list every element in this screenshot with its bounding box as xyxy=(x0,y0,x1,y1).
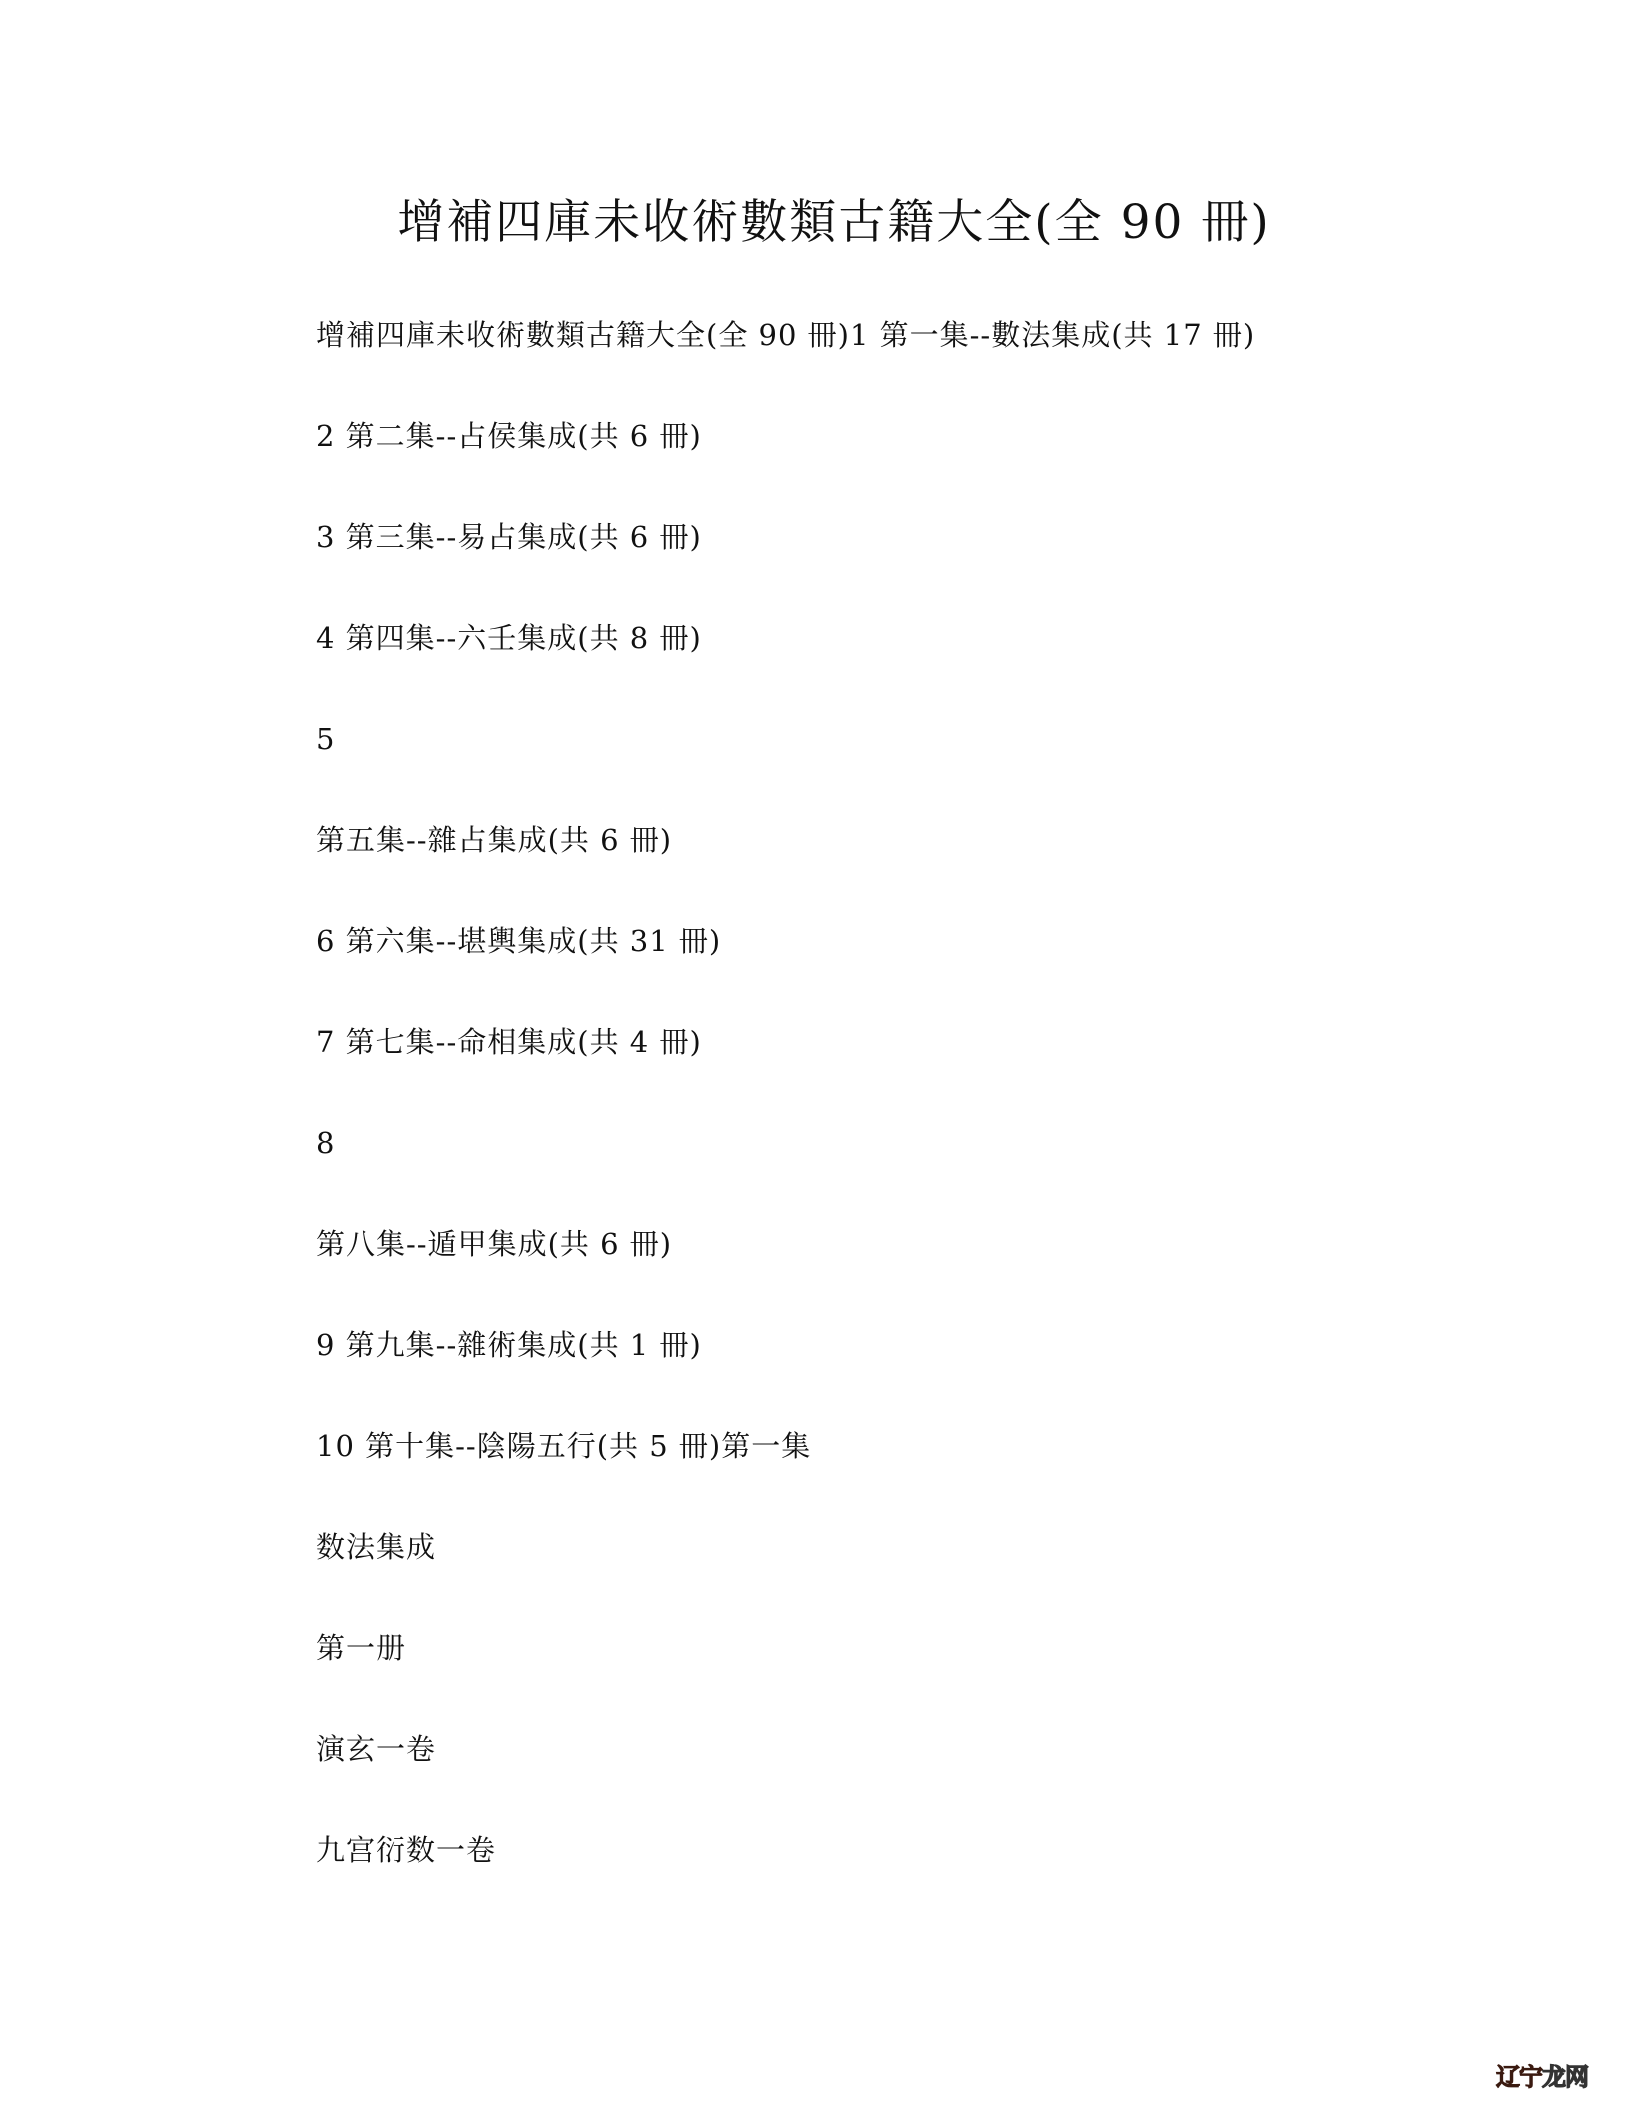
text-line: 9 第九集--雜術集成(共 1 冊) xyxy=(316,1328,702,1362)
text-line: 5 xyxy=(316,722,336,756)
document-title: 增補四庫未收術數類古籍大全(全 90 冊) xyxy=(397,195,1271,250)
text-line: 7 第七集--命相集成(共 4 冊) xyxy=(316,1025,702,1059)
text-line: 6 第六集--堪輿集成(共 31 冊) xyxy=(316,924,722,958)
text-line: 8 xyxy=(316,1126,336,1160)
text-line: 第五集--雜占集成(共 6 冊) xyxy=(316,823,673,857)
text-line: 数法集成 xyxy=(316,1530,437,1564)
text-line: 演玄一卷 xyxy=(316,1732,437,1766)
text-line: 4 第四集--六壬集成(共 8 冊) xyxy=(316,621,702,655)
text-line: 增補四庫未收術數類古籍大全(全 90 冊)1 第一集--數法集成(共 17 冊) xyxy=(316,318,1256,352)
text-line: 第一册 xyxy=(316,1631,407,1665)
text-line: 10 第十集--陰陽五行(共 5 冊)第一集 xyxy=(316,1429,812,1463)
text-line: 3 第三集--易占集成(共 6 冊) xyxy=(316,520,702,554)
watermark-logo xyxy=(1496,2062,1588,2092)
watermark-part2: 龙网 xyxy=(1542,2063,1588,2091)
text-line: 九宫衍数一卷 xyxy=(316,1833,497,1867)
text-line: 2 第二集--占侯集成(共 6 冊) xyxy=(316,419,702,453)
text-line: 第八集--遁甲集成(共 6 冊) xyxy=(316,1227,673,1261)
watermark-part1: 辽宁 xyxy=(1496,2063,1542,2091)
